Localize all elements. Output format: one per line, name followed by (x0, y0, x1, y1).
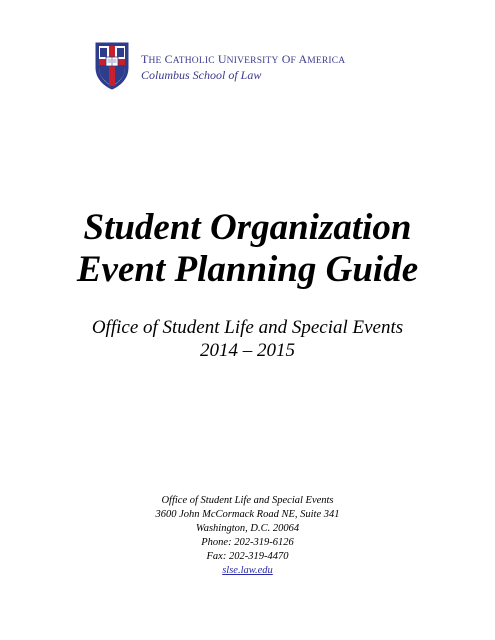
title-line-2: Event Planning Guide (76, 249, 419, 290)
contact-address: 3600 John McCormack Road NE, Suite 341 (155, 509, 340, 520)
university-shield-logo (95, 42, 129, 90)
contact-block (0, 494, 495, 578)
title-line-1: Student Organization (83, 207, 412, 248)
letterhead-text (141, 52, 441, 83)
contact-phone: Phone: 202-319-6126 (201, 537, 294, 548)
univ-word-of: OF (281, 52, 296, 66)
contact-fax: Fax: 202-319-4470 (206, 551, 289, 562)
univ-word-the: THE (141, 52, 162, 66)
contact-city: Washington, D.C. 20064 (195, 523, 300, 534)
subtitle-office: Office of Student Life and Special Events (91, 317, 404, 338)
univ-word-catholic: CATHOLIC (164, 52, 215, 66)
contact-office: Office of Student Life and Special Events (161, 495, 334, 506)
school-name: Columbus School of Law (141, 68, 262, 82)
subtitle-year: 2014 – 2015 (200, 340, 295, 361)
website-link[interactable]: slse.law.edu (222, 565, 273, 576)
university-name (141, 52, 441, 68)
univ-word-university: UNIVERSITY (217, 52, 279, 66)
document-title (0, 207, 495, 291)
document-subtitle (0, 316, 495, 362)
univ-word-america: AMERICA (298, 52, 346, 66)
letterhead (95, 42, 435, 94)
